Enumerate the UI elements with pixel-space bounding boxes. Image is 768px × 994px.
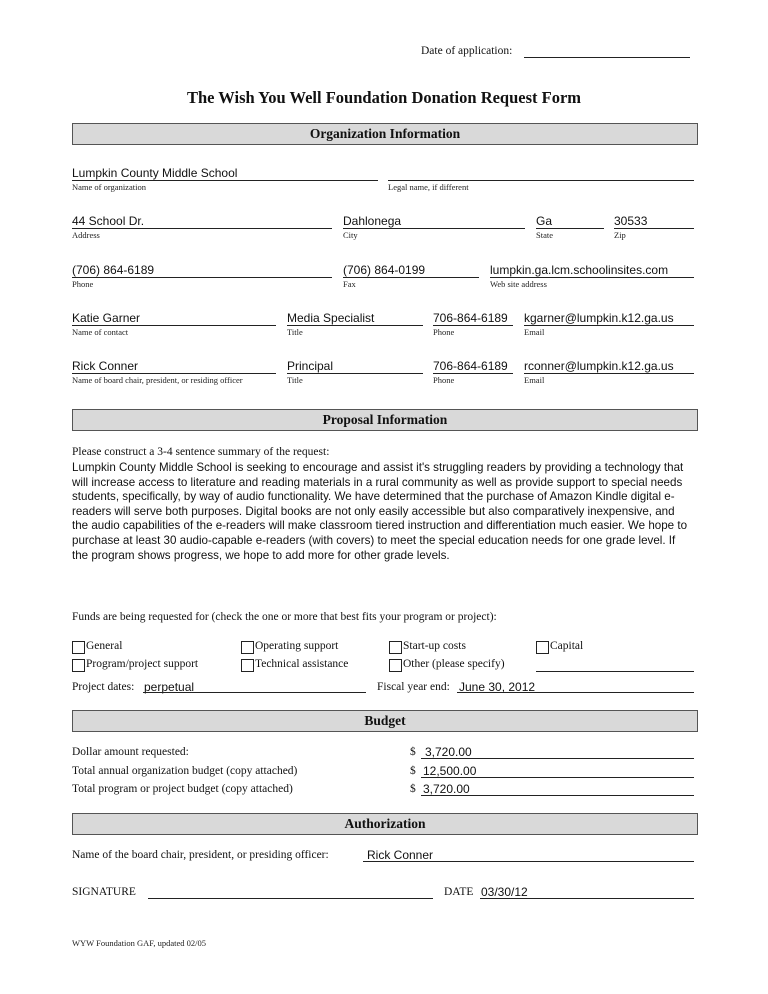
checkbox-capital[interactable] bbox=[536, 641, 549, 654]
checkbox-other[interactable] bbox=[389, 659, 402, 672]
state-caption: State bbox=[536, 230, 553, 240]
legal-name-caption: Legal name, if different bbox=[388, 182, 469, 192]
chair-phone-caption: Phone bbox=[433, 375, 455, 385]
state-value[interactable]: Ga bbox=[536, 214, 553, 228]
summary-text[interactable]: Lumpkin County Middle School is seeking to encourage and assist it's struggling readers by providing a technology that will increase access to literature and reading materials in a rural community as well as provide support to special needs students, specifically, by way of audio functionality. We have determined that the purchase of Amazon Kindle digital e-readers will serve both purposes. Digital books are not only easily accessible but also comparatively inexpensive, and the audio capabilities of the e-readers will make classroom tiered instruction and differentiation much easier. We hope to purchase at least 30 audio-capable e-readers (with covers) to meet the special education needs for one grade level. If the program shows progress, we hope to add more for other grade levels. bbox=[72, 461, 688, 562]
city-value[interactable]: Dahlonega bbox=[343, 214, 402, 228]
date-label: DATE bbox=[444, 886, 474, 898]
contact-email-value[interactable]: kgarner@lumpkin.k12.ga.us bbox=[524, 311, 674, 325]
option-startup-label: Start-up costs bbox=[403, 640, 466, 652]
project-dates-value[interactable]: perpetual bbox=[144, 680, 195, 694]
option-other-label: Other (please specify) bbox=[403, 658, 505, 670]
date-value[interactable]: 03/30/12 bbox=[481, 885, 528, 899]
option-technical-label: Technical assistance bbox=[255, 658, 349, 670]
zip-value[interactable]: 30533 bbox=[614, 214, 648, 228]
website-caption: Web site address bbox=[490, 279, 547, 289]
option-general-label: General bbox=[86, 640, 123, 652]
chair-name-value[interactable]: Rick Conner bbox=[72, 359, 139, 373]
footer-text: WYW Foundation GAF, updated 02/05 bbox=[72, 938, 206, 948]
annual-budget-line bbox=[421, 777, 694, 778]
chair-email-caption: Email bbox=[524, 375, 545, 385]
contact-phone-line bbox=[433, 325, 513, 326]
contact-name-line bbox=[72, 325, 276, 326]
chair-title-line bbox=[287, 373, 423, 374]
checkbox-operating-support[interactable] bbox=[241, 641, 254, 654]
currency-symbol: $ bbox=[410, 765, 416, 777]
phone-line bbox=[72, 277, 332, 278]
option-operating-label: Operating support bbox=[255, 640, 339, 652]
contact-email-caption: Email bbox=[524, 327, 545, 337]
currency-symbol: $ bbox=[410, 746, 416, 758]
date-of-application-field[interactable] bbox=[524, 57, 690, 58]
date-line bbox=[480, 898, 694, 899]
summary-prompt: Please construct a 3-4 sentence summary of the request: bbox=[72, 446, 330, 458]
section-organization-header: Organization Information bbox=[72, 123, 698, 145]
checkbox-program-support[interactable] bbox=[72, 659, 85, 672]
organization-name-caption: Name of organization bbox=[72, 182, 146, 192]
officer-name-value[interactable]: Rick Conner bbox=[367, 848, 434, 862]
option-program-label: Program/project support bbox=[86, 658, 199, 670]
officer-name-line bbox=[363, 861, 694, 862]
amount-requested-label: Dollar amount requested: bbox=[72, 746, 189, 758]
legal-name-field[interactable] bbox=[388, 180, 694, 181]
program-budget-line bbox=[421, 795, 694, 796]
form-title: The Wish You Well Foundation Donation Request Form bbox=[186, 88, 582, 107]
checkbox-technical-assistance[interactable] bbox=[241, 659, 254, 672]
chair-email-line bbox=[524, 373, 694, 374]
state-line bbox=[536, 228, 604, 229]
program-budget-label: Total program or project budget (copy attached) bbox=[72, 783, 293, 795]
phone-caption: Phone bbox=[72, 279, 94, 289]
chair-email-value[interactable]: rconner@lumpkin.k12.ga.us bbox=[524, 359, 674, 373]
funds-prompt: Funds are being requested for (check the one or more that best fits your program or project): bbox=[72, 611, 497, 623]
fax-line bbox=[343, 277, 479, 278]
contact-phone-value[interactable]: 706-864-6189 bbox=[433, 311, 508, 325]
fiscal-year-value[interactable]: June 30, 2012 bbox=[459, 680, 536, 694]
contact-phone-caption: Phone bbox=[433, 327, 455, 337]
project-dates-label: Project dates: bbox=[72, 681, 135, 693]
amount-requested-line bbox=[421, 758, 694, 759]
website-value[interactable]: lumpkin.ga.lcm.schoolinsites.com bbox=[490, 263, 669, 277]
contact-title-caption: Title bbox=[287, 327, 303, 337]
fiscal-year-line bbox=[457, 692, 694, 693]
chair-name-line bbox=[72, 373, 276, 374]
annual-budget-value[interactable]: 12,500.00 bbox=[423, 764, 477, 778]
contact-title-value[interactable]: Media Specialist bbox=[287, 311, 375, 325]
section-budget-header: Budget bbox=[72, 710, 698, 732]
checkbox-startup-costs[interactable] bbox=[389, 641, 402, 654]
fax-value[interactable]: (706) 864-0199 bbox=[343, 263, 426, 277]
chair-phone-line bbox=[433, 373, 513, 374]
signature-label: SIGNATURE bbox=[72, 886, 136, 898]
date-of-application-label: Date of application: bbox=[421, 45, 513, 57]
contact-email-line bbox=[524, 325, 694, 326]
fiscal-year-label: Fiscal year end: bbox=[377, 681, 450, 693]
website-line bbox=[490, 277, 694, 278]
contact-title-line bbox=[287, 325, 423, 326]
chair-phone-value[interactable]: 706-864-6189 bbox=[433, 359, 508, 373]
project-dates-line bbox=[143, 692, 366, 693]
chair-title-value[interactable]: Principal bbox=[287, 359, 334, 373]
address-value[interactable]: 44 School Dr. bbox=[72, 214, 145, 228]
currency-symbol: $ bbox=[410, 783, 416, 795]
address-line bbox=[72, 228, 332, 229]
zip-line bbox=[614, 228, 694, 229]
option-capital-label: Capital bbox=[550, 640, 584, 652]
city-line bbox=[343, 228, 525, 229]
phone-value[interactable]: (706) 864-6189 bbox=[72, 263, 155, 277]
address-caption: Address bbox=[72, 230, 100, 240]
zip-caption: Zip bbox=[614, 230, 626, 240]
officer-name-label: Name of the board chair, president, or presiding officer: bbox=[72, 849, 329, 861]
organization-name-line bbox=[72, 180, 378, 181]
checkbox-general[interactable] bbox=[72, 641, 85, 654]
signature-field[interactable] bbox=[148, 898, 433, 899]
program-budget-value[interactable]: 3,720.00 bbox=[423, 782, 470, 796]
contact-name-caption: Name of contact bbox=[72, 327, 129, 337]
chair-name-caption: Name of board chair, president, or residing officer bbox=[72, 375, 243, 385]
other-specify-field[interactable] bbox=[536, 671, 694, 672]
section-proposal-header: Proposal Information bbox=[72, 409, 698, 431]
chair-title-caption: Title bbox=[287, 375, 303, 385]
annual-budget-label: Total annual organization budget (copy attached) bbox=[72, 765, 298, 777]
fax-caption: Fax bbox=[343, 279, 356, 289]
organization-name-value[interactable]: Lumpkin County Middle School bbox=[72, 166, 238, 180]
contact-name-value[interactable]: Katie Garner bbox=[72, 311, 141, 325]
city-caption: City bbox=[343, 230, 358, 240]
amount-requested-value[interactable]: 3,720.00 bbox=[425, 745, 472, 759]
section-authorization-header: Authorization bbox=[72, 813, 698, 835]
